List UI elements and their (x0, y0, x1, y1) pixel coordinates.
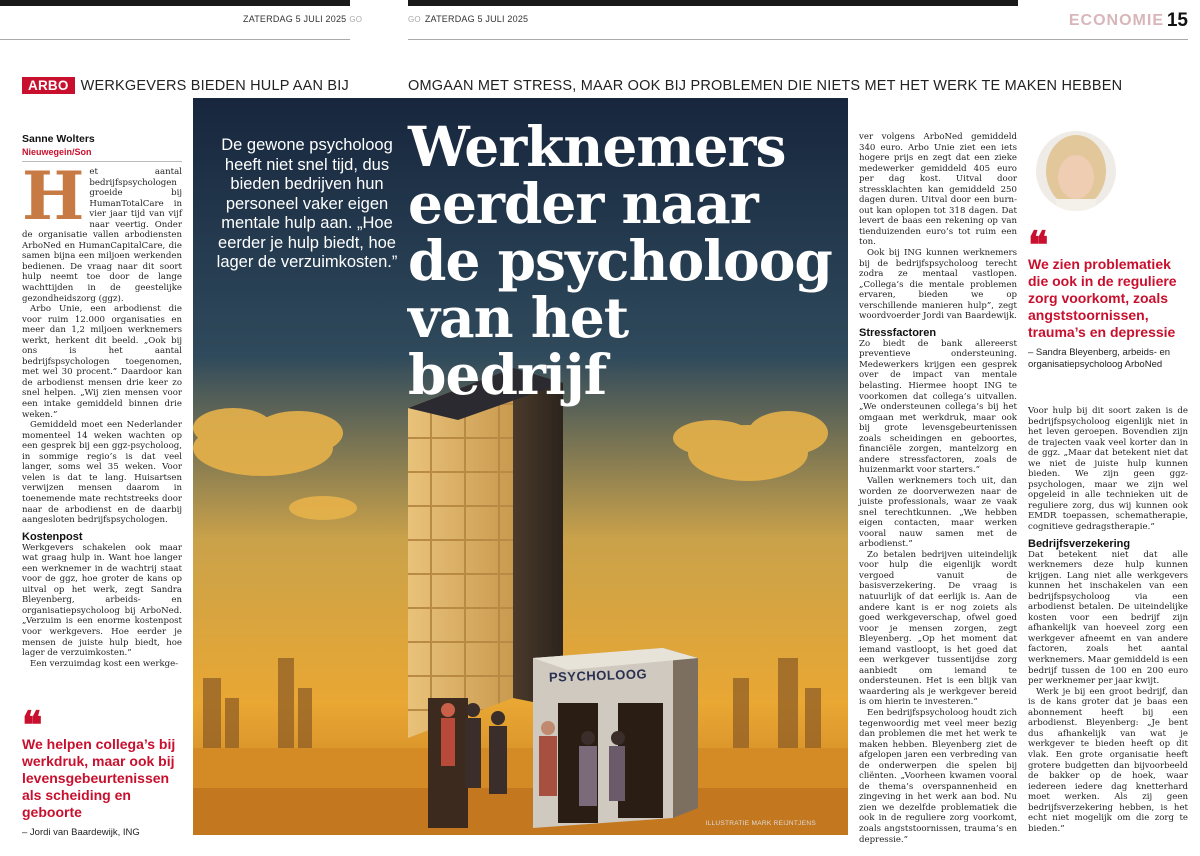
paragraph: Arbo Unie, een arbodienst die voor ruim 12.000 organisaties en meer dan 1,2 miljoen werknemers werkt, herkent dit beeld. „Ook bij ons is het aantal bedrijfspsychologen toegenomen, met wel 30 procent.” Daardoor kan de arbodienst mensen drie keer zo snel helpen. „Wij zien mensen voor een intake gemiddeld binnen drie weken.” (22, 304, 182, 420)
article-column-1 (22, 133, 182, 669)
section-label: ECONOMIE (1068, 12, 1164, 29)
arbo-tag: ARBO (22, 77, 75, 94)
quote-mark-icon: ❝ (1028, 222, 1049, 267)
article-column-4 (1028, 406, 1188, 834)
go-mark: GO (408, 15, 421, 24)
pullquote-attribution: – Jordi van Baardewijk, ING (22, 827, 140, 838)
headline: Werknemers eerder naar de psycholoog van het bedrijf (408, 114, 832, 407)
date-left-text: ZATERDAG 5 JULI 2025 (243, 14, 347, 24)
paragraph: Werkgevers schakelen ook maar wat graag hulp in. Want hoe langer een werknemer in de wachtrij staat voor de ggz, hoe groter de kans op uitval op het werk, zegt Sandra Bleyenberg, arbeids- en organisatiepsycholoog bij ArboNed. „Verzuim is een enorme kostenpost voor werkgevers. Hoe eerder je mensen de juiste hulp biedt, hoe lager de verzuimkosten.” (22, 542, 182, 659)
subheading-stressfactoren: Stressfactoren (859, 326, 937, 339)
paragraph: Een verzuimdag kost een werkge- (30, 658, 179, 669)
byline: Sanne Wolters (22, 133, 95, 145)
pullquote-attribution: – Sandra Bleyenberg, arbeids- en organisatiepsycholoog ArboNed (1028, 347, 1171, 370)
date-left (243, 14, 362, 24)
go-mark: GO (349, 15, 363, 24)
subheading-kostenpost: Kostenpost (22, 530, 83, 543)
top-rule-right (408, 0, 1018, 6)
pullquote-text: We zien problematiek die ook in de reguliere zorg voorkomt, zoals angststoornissen, trauma’s en depressie (1028, 256, 1177, 340)
header-rule-left (0, 39, 350, 40)
page-number: 15 (1166, 10, 1188, 31)
kicker-right-text: OMGAAN MET STRESS, MAAR OOK BIJ PROBLEMEN DIE NIETS MET HET WERK TE MAKEN HEBBEN (408, 77, 1123, 94)
paragraph: Werk je bij een groot bedrijf, dan is de kans groter dat je baas een abonnement heeft bij een arbodienst. Bleyenberg: „Je bent dus afhankelijk van wat je werkgever te bieden heeft op dit vlak. Een grote organisatie heeft grotere budgetten dan bijvoorbeeld de bakker op de hoek, waar iedereen iedere dag knetterhard moet werken. Als zij geen bedrijfsverzekering hebben, is het echt niet mogelijk om die zorg te bieden.” (1028, 686, 1188, 834)
avatar (1036, 131, 1116, 211)
kicker-right (408, 77, 1122, 94)
date-right-text: ZATERDAG 5 JULI 2025 (424, 14, 529, 24)
building-sign: PSYCHOLOOG (548, 666, 648, 685)
dropcap: H (22, 157, 85, 235)
date-right (408, 14, 528, 24)
pullquote-ing (22, 702, 182, 839)
paragraph: Zo biedt de bank allereerst preventieve ondersteuning. Medewerkers krijgen een gesprek over de impact van mentale belasting. Hiermee hoopt ING te voorkomen dat collega’s uitvallen. „We ondersteunen collega’s bij het omgaan met werkdruk, maar ook bij grote levensgebeurtenissen zoals scheidingen en geboortes, financiële zorgen, mantelzorg en andere stressfactoren, zoals de huizenmarkt voor starters.” (859, 338, 1017, 476)
pullquote-text: We helpen collega’s bij werkdruk, maar ook bij levensgebeurtenissen als scheiding en geboorte (22, 736, 176, 820)
paragraph: Vallen werknemers toch uit, dan worden ze doorverwezen naar de juiste professionals, waar ze vaak snel terechtkunnen. „We hebben eigen contacten, maar werken vooral nauw samen met de arbodienst.” (859, 475, 1017, 550)
pullquote-arboned (1028, 222, 1188, 371)
paragraph: Voor hulp bij dit soort zaken is de bedrijfspsycholoog eigenlijk niet in het leven geroepen. Bovendien zijn de trajecten vaak veel korter dan in de ggz. „Maar dat betekent niet dat we niet de juiste hulp kunnen bieden. We zijn geen ggz-psychologen, maar we zijn wel opgeleid in alle technieken uit de reguliere zorg, dus wij kunnen ook EMDR toepassen, schematherapie, cognitieve gedragstherapie.” (1028, 406, 1188, 533)
kicker-left (22, 77, 349, 94)
paragraph: ver volgens ArboNed gemiddeld 340 euro. Arbo Unie ziet een iets hogere prijs en zegt dat een zieke medewerker gemiddeld 405 euro per dag kost. Uitval door stressklachten kan gemiddeld 250 dagen duren. Uitval door een burn-out kan oplopen tot 318 dagen. Dat levert de baas een rekening op van tienduizenden euro’s tot ruim een ton. (859, 132, 1017, 248)
paragraph: Zo betalen bedrijven uiteindelijk voor hulp die eigenlijk wordt vergoed vanuit de basisverzekering. De vraag is natuurlijk of dat eerlijk is. Aan de andere kant is er nog zoiets als goed werkgeverschap, ofwel goed voor je mensen zorgen, zegt Bleyenberg. „Op het moment dat iemand vastloopt, is het goed dat een werkgever tussentijdse zorg aanbiedt om iemand te ondersteunen. Het is een blijk van waardering als je werkgever bereid is om hierin te investeren.” (859, 549, 1017, 708)
subheading-bedrijfsverzekering: Bedrijfsverzekering (1028, 537, 1131, 550)
place-line: Nieuwegein/Son (22, 146, 182, 162)
paragraph: Ook bij ING kunnen werknemers bij de bedrijfspsycholoog terecht zodra ze mentaal vastlopen. „Collega’s die mentale problemen ervaren, bieden we op verschillende manieren hulp”, zegt woordvoerder Jordi van Baardewijk. (859, 248, 1017, 322)
illustration (193, 98, 848, 835)
paragraph: Dat betekent niet dat alle werknemers deze hulp kunnen krijgen. Lang niet alle werkgevers kunnen het inschakelen van een bedrijfspsycholoog via een arbodienst betalen. De uiteindelijke kosten voor een bedrijf zijn afhankelijk van hoeveel zorg een werkgever afneemt en van andere factoren, zoals het aantal werknemers. Maar gemiddeld is een bedrijf tussen de 100 en 200 euro per werknemer per jaar kwijt. (1028, 549, 1188, 687)
paragraph (22, 157, 182, 304)
paragraph: Gemiddeld moet een Nederlander momenteel 14 weken wachten op een gesprek bij een ggz-psycholoog, in sommige regio’s is dat veel langer, soms wel 35 weken. Voor velen is dat te lang. Huisartsen verwijzen mensen daarom in toenemende mate rechtstreeks door naar de arbodienst en de daarbij aangesloten bedrijfspsychologen. (22, 420, 182, 526)
quote-mark-icon: ❝ (22, 702, 43, 747)
article-column-3 (859, 132, 1017, 845)
top-rule-left (0, 0, 350, 6)
paragraph-text: et aantal bedrijfspsychologen groeide bij HumanTotalCare in vier jaar tijd van vijf naar veertig. Onder de organisatie vallen arbodiensten ArboNed en HumanCapitalCare, die samen bijna een miljoen werkenden bedienen. De vraag naar dit soort hulp neemt toe door de lange wachttijden in de geestelijke gezondheidszorg (ggz). (22, 167, 182, 304)
portrait-photo (1036, 131, 1116, 211)
kicker-left-text: WERKGEVERS BIEDEN HULP AAN BIJ (80, 77, 349, 94)
paragraph: Een bedrijfspsycholoog houdt zich tegenwoordig met veel meer bezig dan problemen die met het werk te maken hebben. Bleyenberg ziet de afgelopen jaren een verbreding van de onderwerpen die spelen bij cliënten. „Voorheen kwamen vooral de thema’s overspannenheid en zingeving in het werk aan bod. Nu zien we dezelfde problematiek die ook in de reguliere zorg voorkomt, zoals angststoornissen, trauma’s en depressie.” (859, 707, 1017, 845)
illustration-credit: ILLUSTRATIE MARK REIJNTJENS (705, 820, 816, 827)
intro-text: De gewone psycholoog heeft niet snel tijd, dus bieden bedrijven hun personeel vaker eigen mentale hulp aan. „Hoe eerder je hulp biedt, hoe lager de verzuimkosten.” (216, 136, 398, 271)
header-rule (408, 39, 1188, 40)
